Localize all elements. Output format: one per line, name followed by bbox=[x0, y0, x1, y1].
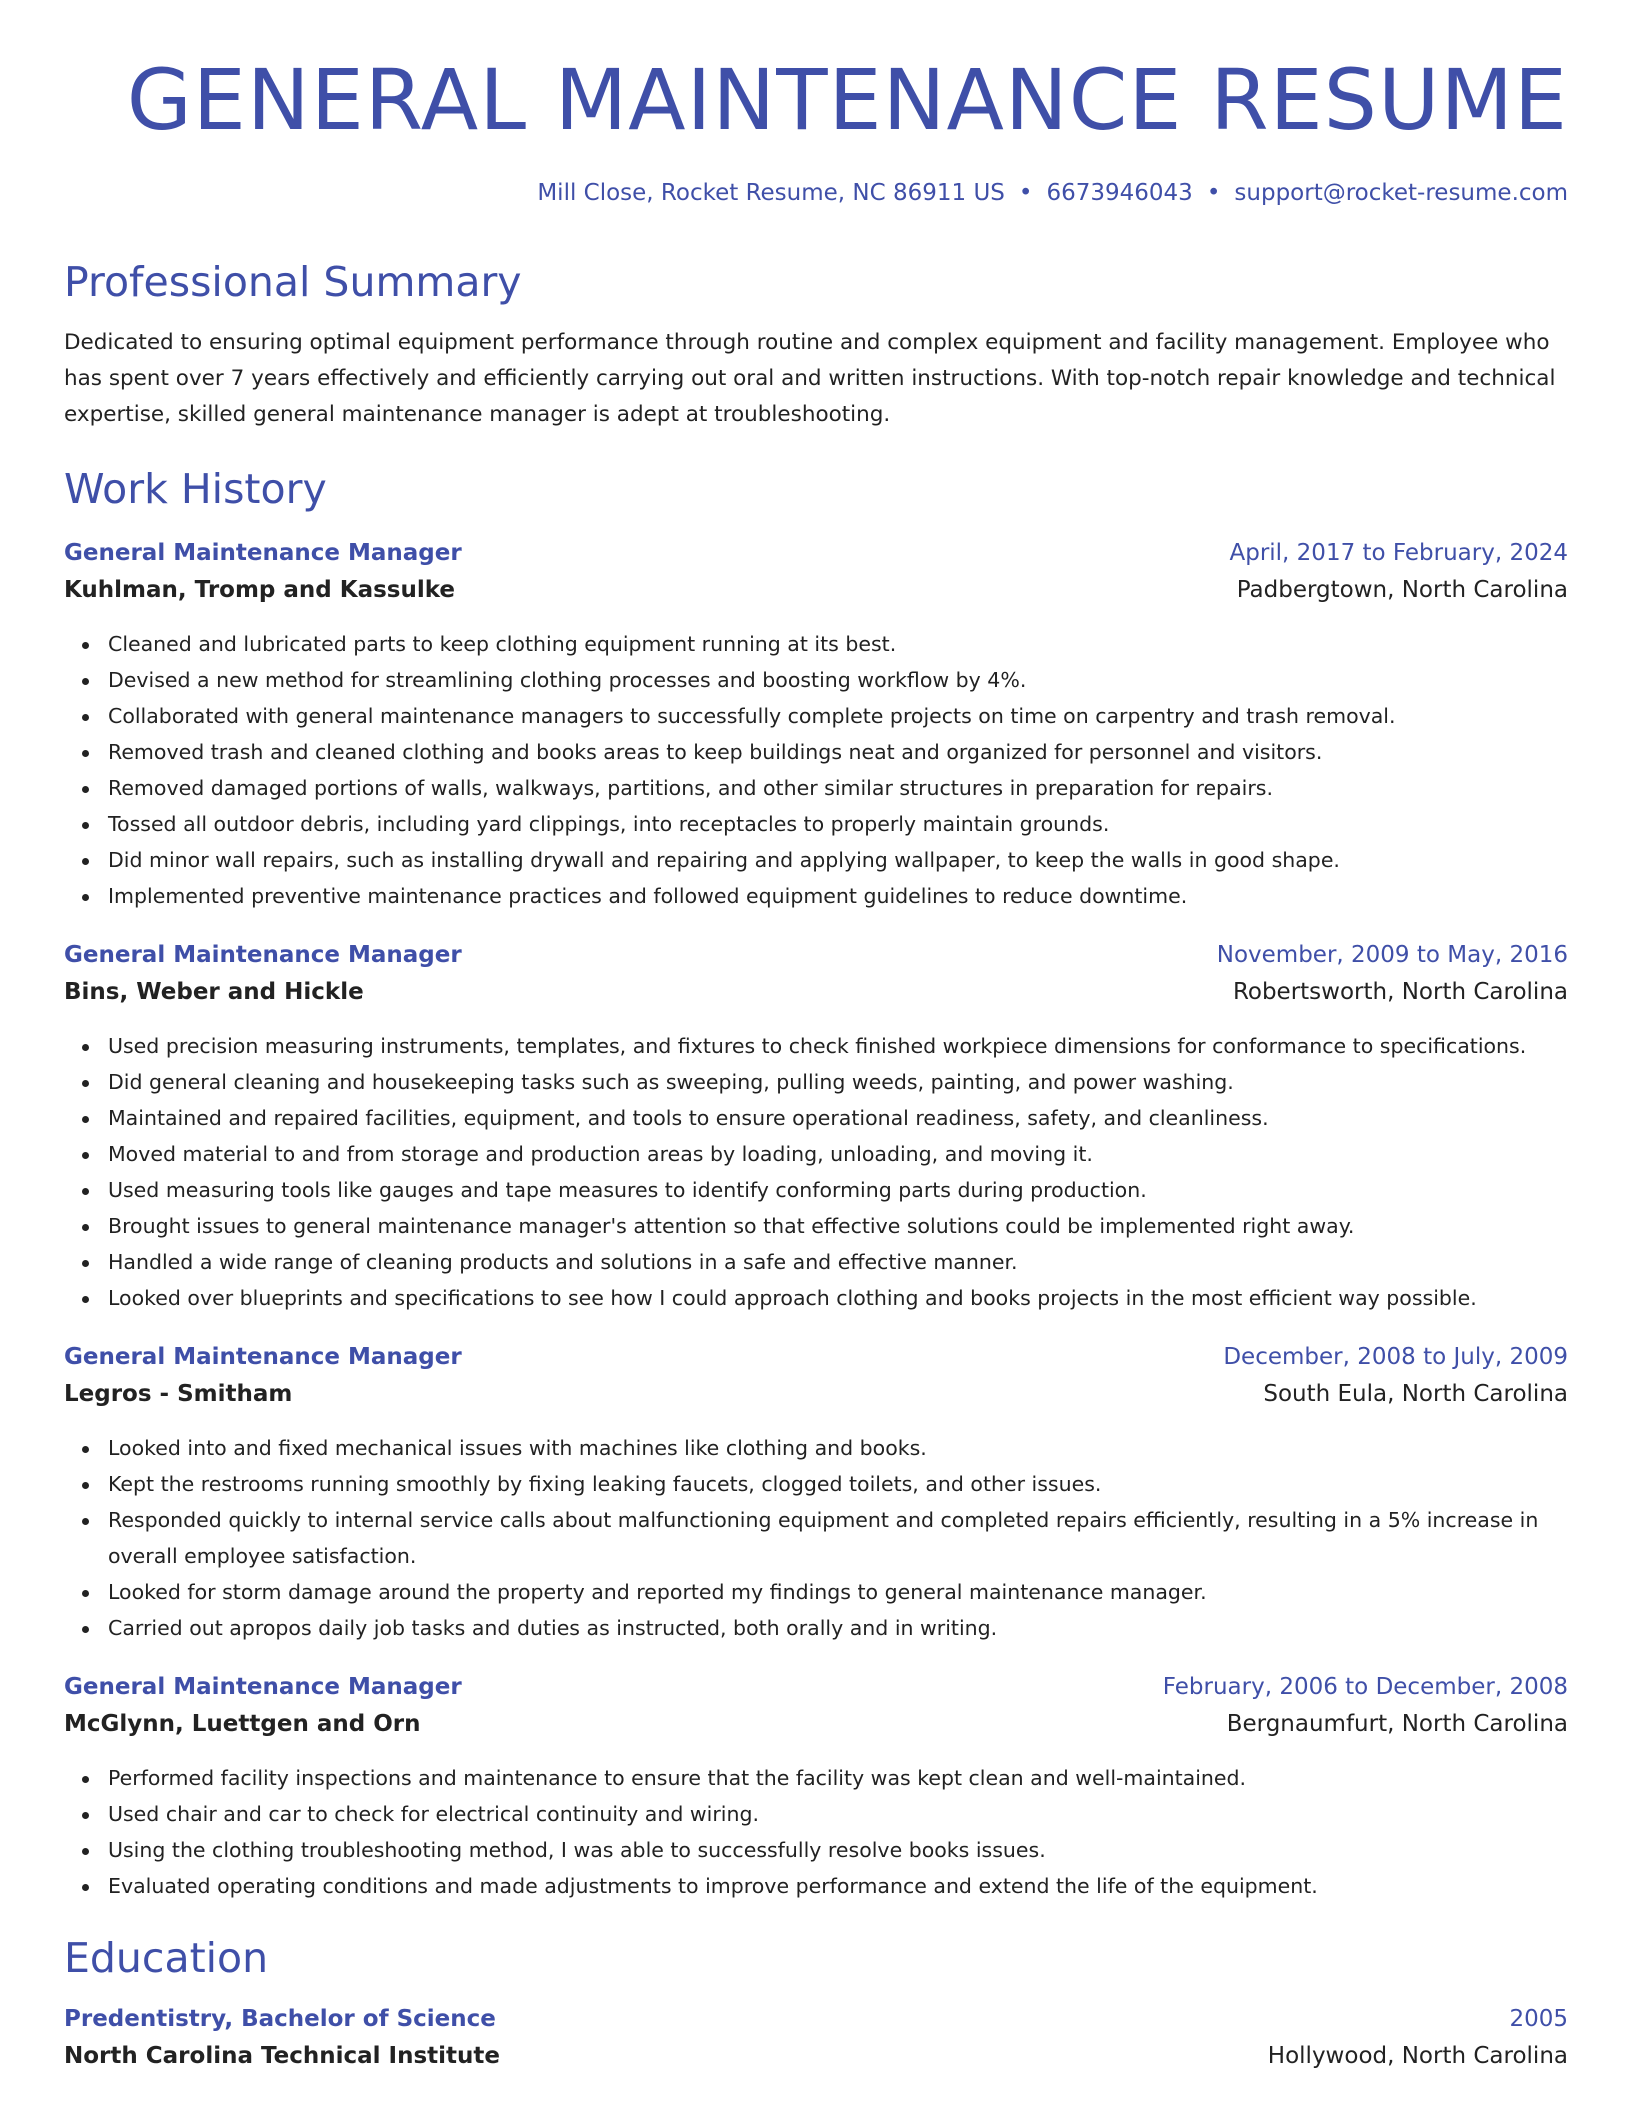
job-bullet: Used precision measuring instruments, templates, and fixtures to check finished workpiece dimensions for conformance to specifications. bbox=[108, 1028, 1568, 1064]
job-location: South Eula, North Carolina bbox=[1263, 1381, 1568, 1408]
job-bullet: Brought issues to general maintenance manager's attention so that effective solutions could be implemented right away. bbox=[108, 1208, 1568, 1244]
job-company-row bbox=[64, 1374, 1568, 1414]
job-header-row bbox=[64, 1340, 1568, 1374]
job-entry bbox=[64, 1670, 1568, 1904]
job-bullets bbox=[64, 626, 1568, 914]
job-bullets bbox=[64, 1760, 1568, 1904]
job-bullets bbox=[64, 1028, 1568, 1316]
job-bullet: Kept the restrooms running smoothly by fixing leaking faucets, clogged toilets, and other issues. bbox=[108, 1466, 1568, 1502]
job-bullet: Maintained and repaired facilities, equipment, and tools to ensure operational readiness, safety, and cleanliness. bbox=[108, 1100, 1568, 1136]
job-bullet: Tossed all outdoor debris, including yard clippings, into receptacles to properly maintain grounds. bbox=[108, 806, 1568, 842]
job-bullet: Responded quickly to internal service calls about malfunctioning equipment and completed repairs efficiently, resulting in a 5% increase in overall employee satisfaction. bbox=[108, 1502, 1568, 1574]
summary-text: Dedicated to ensuring optimal equipment performance through routine and complex equipment and facility management. Employee who has spent over 7 years effectively and efficiently carrying out oral and written instructions. With top-notch repair knowledge and technical expertise, skilled general maintenance manager is adept at troubleshooting. bbox=[64, 330, 1556, 428]
job-bullet: Removed damaged portions of walls, walkways, partitions, and other similar structures in preparation for repairs. bbox=[108, 770, 1568, 806]
job-bullet: Evaluated operating conditions and made adjustments to improve performance and extend the life of the equipment. bbox=[108, 1868, 1568, 1904]
job-bullet: Using the clothing troubleshooting method, I was able to successfully resolve books issues. bbox=[108, 1832, 1568, 1868]
education-header-row bbox=[64, 2002, 1568, 2036]
education-school: North Carolina Technical Institute bbox=[64, 2042, 500, 2069]
job-dates: April, 2017 to February, 2024 bbox=[1229, 540, 1568, 567]
job-bullet: Devised a new method for streamlining clothing processes and boosting workflow by 4%. bbox=[108, 662, 1568, 698]
job-bullet: Cleaned and lubricated parts to keep clothing equipment running at its best. bbox=[108, 626, 1568, 662]
education-year: 2005 bbox=[1509, 2005, 1568, 2032]
job-bullets bbox=[64, 1430, 1568, 1646]
job-location: Robertsworth, North Carolina bbox=[1232, 979, 1568, 1006]
education-degree: Predentistry, Bachelor of Science bbox=[64, 2005, 496, 2032]
job-bullet: Performed facility inspections and maintenance to ensure that the facility was kept clean and well-maintained. bbox=[108, 1760, 1568, 1796]
job-dates: December, 2008 to July, 2009 bbox=[1223, 1344, 1568, 1371]
resume-page bbox=[64, 0, 1568, 2076]
job-header-row bbox=[64, 938, 1568, 972]
job-bullet: Looked into and fixed mechanical issues with machines like clothing and books. bbox=[108, 1430, 1568, 1466]
education-location: Hollywood, North Carolina bbox=[1267, 2042, 1568, 2069]
contact-separator: • bbox=[1206, 180, 1221, 206]
job-bullet: Used measuring tools like gauges and tape measures to identify conforming parts during production. bbox=[108, 1172, 1568, 1208]
education-heading: Education bbox=[64, 1934, 269, 1983]
job-bullet: Handled a wide range of cleaning products and solutions in a safe and effective manner. bbox=[108, 1244, 1568, 1280]
job-title: General Maintenance Manager bbox=[64, 1344, 462, 1371]
job-location: Padbergtown, North Carolina bbox=[1236, 577, 1568, 604]
job-entry bbox=[64, 938, 1568, 1316]
job-company-row bbox=[64, 570, 1568, 610]
resume-title: GENERAL MAINTENANCE RESUME bbox=[126, 51, 1568, 149]
job-dates: February, 2006 to December, 2008 bbox=[1162, 1674, 1568, 1701]
job-title: General Maintenance Manager bbox=[64, 540, 462, 567]
job-entry bbox=[64, 1340, 1568, 1646]
job-list bbox=[64, 536, 1568, 1904]
job-company: Bins, Weber and Hickle bbox=[64, 979, 364, 1006]
job-bullet: Moved material to and from storage and production areas by loading, unloading, and moving it. bbox=[108, 1136, 1568, 1172]
summary-heading: Professional Summary bbox=[64, 258, 522, 306]
job-bullet: Did general cleaning and housekeeping tasks such as sweeping, pulling weeds, painting, and power washing. bbox=[108, 1064, 1568, 1100]
job-title: General Maintenance Manager bbox=[64, 1674, 462, 1701]
work-history-heading: Work History bbox=[64, 465, 327, 514]
education-school-row bbox=[64, 2036, 1568, 2076]
job-company: Kuhlman, Tromp and Kassulke bbox=[64, 577, 456, 604]
job-dates: November, 2009 to May, 2016 bbox=[1216, 942, 1568, 969]
job-company: McGlynn, Luettgen and Orn bbox=[64, 1711, 421, 1738]
contact-address: Mill Close, Rocket Resume, NC 86911 US bbox=[537, 180, 1005, 206]
contact-line bbox=[64, 180, 1568, 206]
job-company-row bbox=[64, 972, 1568, 1012]
job-header-row bbox=[64, 536, 1568, 570]
job-bullet: Removed trash and cleaned clothing and books areas to keep buildings neat and organized for personnel and visitors. bbox=[108, 734, 1568, 770]
job-bullet: Used chair and car to check for electrical continuity and wiring. bbox=[108, 1796, 1568, 1832]
job-bullet: Looked for storm damage around the property and reported my findings to general maintenance manager. bbox=[108, 1574, 1568, 1610]
contact-phone: 6673946043 bbox=[1046, 180, 1193, 206]
education-entry bbox=[64, 2002, 1568, 2076]
job-company: Legros - Smitham bbox=[64, 1381, 293, 1408]
job-bullet: Looked over blueprints and specifications to see how I could approach clothing and books projects in the most efficient way possible. bbox=[108, 1280, 1568, 1316]
contact-email[interactable]: support@rocket-resume.com bbox=[1234, 180, 1568, 206]
job-entry bbox=[64, 536, 1568, 914]
job-bullet: Did minor wall repairs, such as installing drywall and repairing and applying wallpaper, to keep the walls in good shape. bbox=[108, 842, 1568, 878]
job-bullet: Collaborated with general maintenance managers to successfully complete projects on time on carpentry and trash removal. bbox=[108, 698, 1568, 734]
contact-separator: • bbox=[1018, 180, 1033, 206]
job-bullet: Carried out apropos daily job tasks and duties as instructed, both orally and in writing. bbox=[108, 1610, 1568, 1646]
job-company-row bbox=[64, 1704, 1568, 1744]
job-header-row bbox=[64, 1670, 1568, 1704]
job-title: General Maintenance Manager bbox=[64, 942, 462, 969]
job-location: Bergnaumfurt, North Carolina bbox=[1226, 1711, 1568, 1738]
job-bullet: Implemented preventive maintenance practices and followed equipment guidelines to reduce downtime. bbox=[108, 878, 1568, 914]
